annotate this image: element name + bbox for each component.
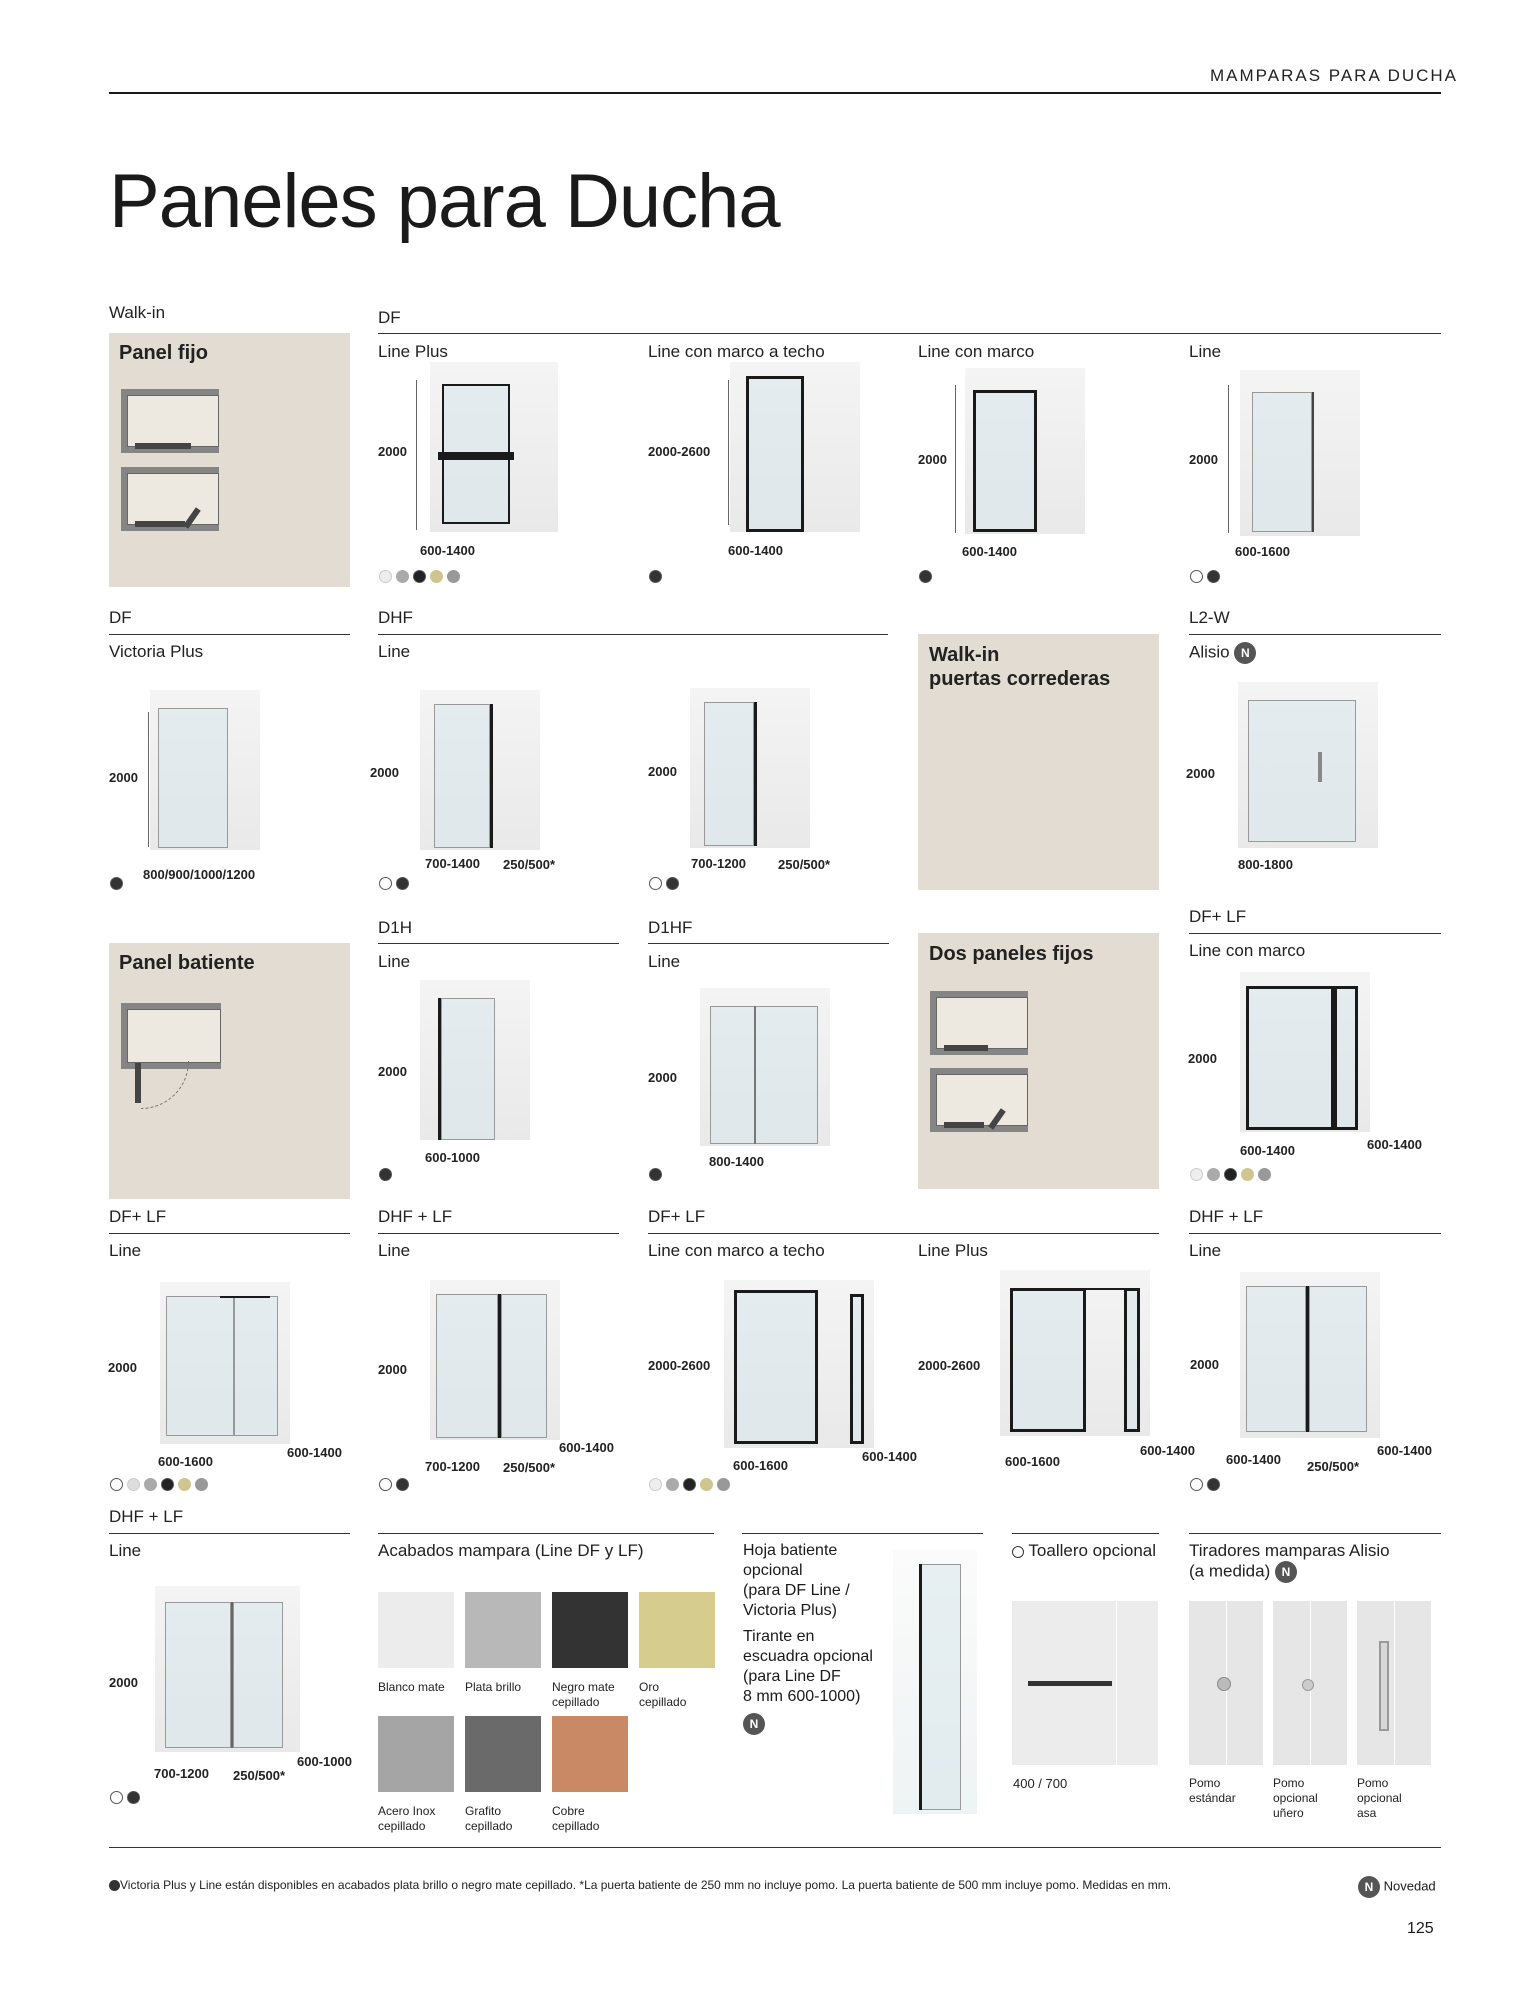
dim-width: 700-1200 bbox=[691, 856, 746, 871]
finish-swatch bbox=[465, 1716, 541, 1792]
dim-height: 2000 bbox=[918, 452, 947, 467]
dim-height: 2000-2600 bbox=[648, 444, 711, 459]
group-label-l2w: L2-W bbox=[1189, 608, 1230, 627]
product-image-victoria-plus bbox=[150, 690, 260, 850]
product-image-dhflf-line bbox=[430, 1280, 560, 1440]
dim-width: 700-1200 bbox=[425, 1459, 480, 1474]
finish-swatch bbox=[378, 1716, 454, 1792]
finish-dots bbox=[649, 877, 679, 890]
model-line: Line bbox=[1189, 342, 1222, 361]
novedad-badge: N bbox=[1234, 642, 1256, 664]
group-rule-d1h bbox=[378, 943, 619, 944]
toallero-size: 400 / 700 bbox=[1013, 1776, 1068, 1791]
walkin-correderas-title-2: puertas correderas bbox=[929, 668, 1111, 690]
group-label-walkin: Walk-in bbox=[109, 303, 166, 322]
group-rule-dhflf bbox=[1189, 1233, 1441, 1234]
group-label-df: DF bbox=[109, 608, 132, 627]
product-image-line-plus bbox=[430, 362, 558, 532]
model-victoria-plus: Victoria Plus bbox=[109, 642, 204, 661]
dim-depth: 600-1400 bbox=[287, 1445, 342, 1460]
finish-dots bbox=[379, 1168, 392, 1181]
toallero-rule bbox=[1012, 1533, 1159, 1534]
dim-width: 600-1400 bbox=[1240, 1143, 1295, 1158]
product-image-dflf-line bbox=[160, 1282, 290, 1444]
finish-dots bbox=[1190, 1168, 1271, 1181]
finish-swatch bbox=[552, 1716, 628, 1792]
model-line-marco-techo: Line con marco a techo bbox=[648, 1241, 825, 1260]
toallero-image bbox=[1012, 1601, 1158, 1765]
dim-height: 2000 bbox=[1189, 452, 1218, 467]
product-image-line-con-marco bbox=[965, 368, 1085, 534]
tirador-pomo-unero-image bbox=[1273, 1601, 1347, 1765]
finish-swatch-label: Acero Inox cepillado bbox=[378, 1804, 436, 1833]
group-rule-dhf bbox=[378, 634, 888, 635]
dim-depth: 600-1400 bbox=[862, 1449, 917, 1464]
finish-dots bbox=[1190, 1478, 1220, 1491]
product-image-dhf-line bbox=[420, 690, 540, 850]
acabados-title: Acabados mampara (Line DF y LF) bbox=[378, 1541, 644, 1560]
dim-door-width: 250/500* bbox=[778, 857, 831, 872]
dim-door-width: 250/500* bbox=[1307, 1459, 1360, 1474]
tiradores-rule bbox=[1189, 1533, 1441, 1534]
novedad-badge: N bbox=[1275, 1561, 1297, 1583]
finish-swatch bbox=[639, 1592, 715, 1668]
header-divider bbox=[109, 92, 1441, 94]
plan-two-fixed-panels-angled-icon bbox=[930, 1068, 1028, 1132]
model-line-plus: Line Plus bbox=[918, 1241, 988, 1260]
dim-depth: 600-1400 bbox=[1377, 1443, 1432, 1458]
product-image-d1h bbox=[420, 980, 530, 1140]
group-rule-dflf bbox=[109, 1233, 350, 1234]
finish-dots bbox=[379, 877, 409, 890]
dim-height: 2000 bbox=[378, 1362, 407, 1377]
dim-width: 700-1400 bbox=[425, 856, 480, 871]
walkin-correderas-title-1: Walk-in bbox=[929, 644, 1000, 666]
finish-swatch-label: Cobre cepillado bbox=[552, 1804, 600, 1833]
dim-door-width: 250/500* bbox=[503, 857, 556, 872]
product-image-dhflf-line-2 bbox=[1240, 1272, 1380, 1438]
toallero-title: Toallero opcional bbox=[1012, 1541, 1156, 1561]
group-label-dhflf: DHF + LF bbox=[378, 1207, 453, 1226]
group-label-dflf: DF+ LF bbox=[1189, 907, 1247, 926]
finish-dots bbox=[649, 1168, 662, 1181]
dim-height: 2000 bbox=[648, 1070, 677, 1085]
model-line-marco-techo: Line con marco a techo bbox=[648, 342, 825, 361]
dim-width: 800-1800 bbox=[1238, 857, 1293, 872]
product-image-line-marco-techo bbox=[730, 362, 860, 532]
model-line: Line bbox=[109, 1541, 142, 1560]
dim-height: 2000 bbox=[1186, 766, 1215, 781]
dim-width: 600-1000 bbox=[425, 1150, 480, 1165]
dim-width: 600-1400 bbox=[962, 544, 1017, 559]
product-image-dflf-marco bbox=[1240, 972, 1370, 1132]
tiradores-title: Tiradores mamparas Alisio (a medida) N bbox=[1189, 1541, 1390, 1583]
model-line: Line bbox=[378, 642, 411, 661]
dos-paneles-box bbox=[918, 933, 1159, 1189]
model-line: Line bbox=[1189, 1241, 1222, 1260]
finish-swatch bbox=[378, 1592, 454, 1668]
hoja-batiente-image bbox=[893, 1550, 977, 1814]
model-line: Line bbox=[378, 952, 411, 971]
group-label-dhflf: DHF + LF bbox=[109, 1507, 184, 1526]
dim-depth: 600-1400 bbox=[559, 1440, 614, 1455]
novedad-legend: N Novedad bbox=[1358, 1876, 1436, 1898]
dim-height: 2000 bbox=[109, 770, 138, 785]
panel-batiente-box bbox=[109, 943, 350, 1199]
group-rule-dhflf bbox=[109, 1533, 350, 1534]
plan-fixed-panel-angled-icon bbox=[121, 467, 219, 531]
product-image-dhflf-line-3 bbox=[155, 1586, 300, 1752]
group-label-d1hf: D1HF bbox=[648, 918, 693, 937]
group-rule-dflf bbox=[648, 1233, 1159, 1234]
dim-height: 2000 bbox=[108, 1360, 137, 1375]
dim-width: 700-1200 bbox=[154, 1766, 209, 1781]
group-rule-l2w bbox=[1189, 634, 1441, 635]
dim-height: 2000 bbox=[378, 444, 407, 459]
plan-two-fixed-panels-icon bbox=[930, 991, 1028, 1055]
page-number: 125 bbox=[1407, 1920, 1434, 1937]
dim-height: 2000 bbox=[648, 764, 677, 779]
panel-fijo-title: Panel fijo bbox=[119, 342, 208, 364]
dim-width: 600-1400 bbox=[728, 543, 783, 558]
group-label-df: DF bbox=[378, 308, 401, 327]
model-line: Line bbox=[648, 952, 681, 971]
product-image-alisio bbox=[1238, 682, 1378, 848]
dim-height: 2000 bbox=[378, 1064, 407, 1079]
tirador-pomo-estandar-image bbox=[1189, 1601, 1263, 1765]
model-line-plus: Line Plus bbox=[378, 342, 448, 361]
dim-depth: 600-1400 bbox=[1140, 1443, 1195, 1458]
dim-width: 800-1400 bbox=[709, 1154, 764, 1169]
finish-dots bbox=[379, 1478, 409, 1491]
group-rule-d1hf bbox=[648, 943, 889, 944]
hoja-batiente-text: Hoja batiente opcional (para DF Line / Victoria Plus) Tirante en escuadra opcional (para Line DF 8 mm 600-1000) N bbox=[743, 1541, 873, 1735]
dim-width: 600-1600 bbox=[1005, 1454, 1060, 1469]
dim-width: 600-1400 bbox=[1226, 1452, 1281, 1467]
acabados-rule bbox=[378, 1533, 714, 1534]
dim-height: 2000-2600 bbox=[918, 1358, 981, 1373]
dim-height: 2000-2600 bbox=[648, 1358, 711, 1373]
dim-depth: 600-1400 bbox=[1367, 1137, 1422, 1152]
group-label-dhf: DHF bbox=[378, 608, 413, 627]
model-line-con-marco: Line con marco bbox=[1189, 941, 1306, 960]
group-rule-df bbox=[378, 333, 1441, 334]
panel-batiente-title: Panel batiente bbox=[119, 952, 255, 974]
product-image-d1hf bbox=[700, 988, 830, 1146]
finish-dots bbox=[110, 1478, 208, 1491]
dim-height: 2000 bbox=[1190, 1357, 1219, 1372]
finish-swatch-label: Plata brillo bbox=[465, 1680, 522, 1694]
finish-swatch bbox=[465, 1592, 541, 1668]
tirador-asa-label: Pomo opcional asa bbox=[1357, 1776, 1402, 1820]
dim-height: 2000 bbox=[370, 765, 399, 780]
finish-dots bbox=[649, 570, 662, 583]
novedad-badge: N bbox=[743, 1713, 765, 1735]
model-line-con-marco: Line con marco bbox=[918, 342, 1035, 361]
finish-dots bbox=[379, 570, 460, 583]
tirador-pomo-unero-label: Pomo opcional uñero bbox=[1273, 1776, 1318, 1820]
plan-fixed-panel-icon bbox=[121, 389, 219, 453]
finish-swatch-label: Blanco mate bbox=[378, 1680, 445, 1694]
product-image-line bbox=[1240, 370, 1360, 536]
finish-swatch bbox=[552, 1592, 628, 1668]
finish-swatch-label: Oro cepillado bbox=[639, 1680, 687, 1709]
model-line: Line bbox=[378, 1241, 411, 1260]
finish-dots bbox=[649, 1478, 730, 1491]
footer-divider bbox=[109, 1847, 1441, 1848]
group-rule-df bbox=[109, 634, 350, 635]
group-label-dflf: DF+ LF bbox=[648, 1207, 706, 1226]
footnote: Victoria Plus y Line están disponibles en acabados plata brillo o negro mate cepillado. *La puerta batiente de 250 mm no incluye pomo. La puerta batiente de 500 mm incluye pomo. Medidas en mm. bbox=[109, 1878, 1171, 1892]
finish-swatch-label: Grafito cepillado bbox=[465, 1804, 513, 1833]
model-line: Line bbox=[109, 1241, 142, 1260]
finish-swatch-label: Negro mate cepillado bbox=[552, 1680, 615, 1709]
product-image-dhf-line-2 bbox=[690, 688, 810, 848]
section-label: MAMPARAS PARA DUCHA bbox=[1210, 66, 1459, 85]
tirador-pomo-estandar-label: Pomo estándar bbox=[1189, 1776, 1236, 1805]
model-alisio: Alisio N bbox=[1189, 642, 1256, 664]
dim-width: 600-1600 bbox=[733, 1458, 788, 1473]
group-label-dhflf: DHF + LF bbox=[1189, 1207, 1264, 1226]
dim-door-width: 250/500* bbox=[503, 1460, 556, 1475]
dim-depth: 600-1000 bbox=[297, 1754, 352, 1769]
dim-width: 600-1600 bbox=[1235, 544, 1290, 559]
plan-swing-panel-icon bbox=[121, 1003, 221, 1069]
group-rule-dhflf bbox=[378, 1233, 619, 1234]
dim-door-width: 250/500* bbox=[233, 1768, 286, 1783]
dim-width: 800/900/1000/1200 bbox=[143, 867, 256, 882]
dim-width: 600-1400 bbox=[420, 543, 475, 558]
hoja-rule bbox=[742, 1533, 983, 1534]
dos-paneles-title: Dos paneles fijos bbox=[929, 943, 1094, 965]
finish-dots bbox=[919, 570, 932, 583]
group-label-dflf: DF+ LF bbox=[109, 1207, 167, 1226]
dim-width: 600-1600 bbox=[158, 1454, 213, 1469]
product-image-dflf-marco-techo bbox=[724, 1280, 874, 1448]
dim-height: 2000 bbox=[109, 1675, 138, 1690]
finish-dots bbox=[110, 1791, 140, 1804]
dim-height: 2000 bbox=[1188, 1051, 1217, 1066]
group-label-d1h: D1H bbox=[378, 918, 413, 937]
panel-fijo-box bbox=[109, 333, 350, 587]
tirador-asa-image bbox=[1357, 1601, 1431, 1765]
product-image-dflf-line-plus bbox=[1000, 1270, 1150, 1436]
novedad-badge: N bbox=[1358, 1876, 1380, 1898]
group-rule-dflf bbox=[1189, 933, 1441, 934]
finish-dots bbox=[1190, 570, 1220, 583]
walkin-correderas-box bbox=[918, 634, 1159, 890]
finish-dots bbox=[110, 877, 123, 890]
page-title: Paneles para Ducha bbox=[109, 159, 780, 244]
